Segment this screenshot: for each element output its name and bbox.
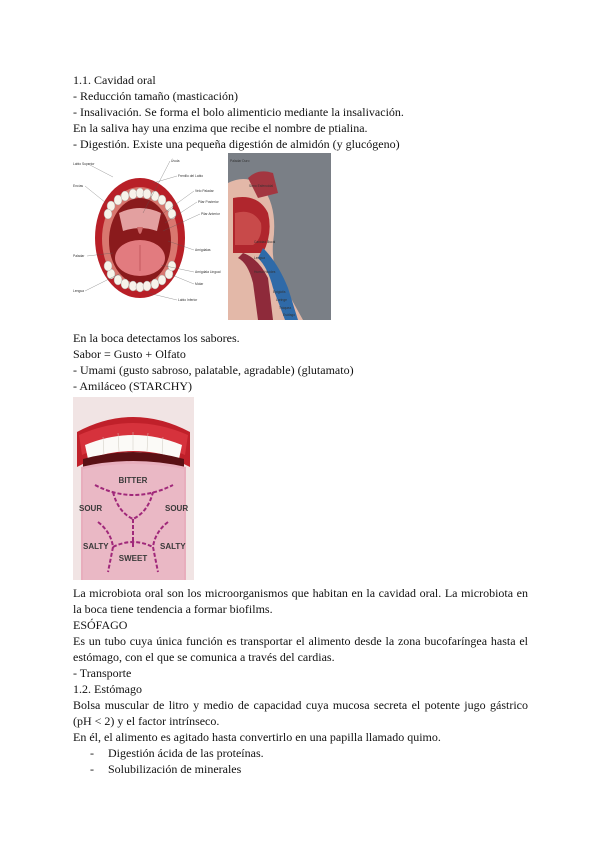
label-hueso-hioides: Hueso Hioides bbox=[254, 270, 276, 274]
label-paladar-duro: Paladar Duro bbox=[230, 159, 250, 163]
label-lengua-side: Lengua bbox=[254, 256, 266, 260]
text-microbiota: La microbiota oral son los microorganismos que habitan en la cavidad oral. La microbiota en la boca tiene tendencia a formar biofilms. bbox=[73, 586, 528, 616]
label-cavidad-bucal: Cavidad Bucal bbox=[254, 240, 276, 244]
list-item-digestion: - Digestión. Existe una pequeña digestión de almidón (y glucógeno) bbox=[73, 137, 400, 151]
label-amigdala-lingual: Amígdala Lingual bbox=[195, 270, 221, 274]
label-labio-superior: Labio Superior bbox=[73, 162, 95, 166]
list-item-transporte: - Transporte bbox=[73, 666, 132, 680]
text-sabor-formula: Sabor = Gusto + Olfato bbox=[73, 347, 186, 361]
bullet-dash: - bbox=[90, 746, 94, 760]
label-esofago: Esófago bbox=[283, 313, 296, 317]
label-encias: Encías bbox=[73, 184, 84, 188]
label-laringe: Laringe bbox=[276, 298, 287, 302]
bullet-solubilizacion: Solubilización de minerales bbox=[108, 762, 242, 776]
taste-label-bitter: BITTER bbox=[118, 476, 148, 485]
list-item-insalivacion: - Insalivación. Se forma el bolo alimenticio mediante la insalivación. bbox=[73, 105, 404, 119]
text-ptialina: En la saliva hay una enzima que recibe el nombre de ptialina. bbox=[73, 121, 368, 135]
label-frenillo: Frenillo del Labio bbox=[178, 174, 204, 178]
taste-label-sweet: SWEET bbox=[118, 554, 148, 563]
taste-label-salty-right: SALTY bbox=[160, 542, 186, 551]
taste-label-sour-left: SOUR bbox=[79, 504, 103, 513]
bullet-digestion-acida: Digestión ácida de las proteínas. bbox=[108, 746, 264, 760]
heading-cavidad-oral: 1.1. Cavidad oral bbox=[73, 73, 156, 87]
taste-label-sour-right: SOUR bbox=[165, 504, 189, 513]
list-item-reduccion: - Reducción tamaño (masticación) bbox=[73, 89, 238, 103]
text-sabores: En la boca detectamos los sabores. bbox=[73, 331, 240, 345]
text-estomago-bolsa: Bolsa muscular de litro y medio de capacidad cuya mucosa secreta el potente jugo gástrico (pH < 2) y el factor intrínseco. bbox=[73, 698, 528, 728]
heading-esofago: ESÓFAGO bbox=[73, 618, 128, 632]
label-pilar-posterior: Pilar Posterior bbox=[198, 200, 219, 204]
label-lengua: Lengua bbox=[73, 289, 85, 293]
tongue-taste-map-icon bbox=[73, 397, 194, 580]
mouth-anatomy-diagram-icon bbox=[73, 153, 331, 320]
label-amigdalas: Amígdalas bbox=[195, 248, 211, 252]
mouth-anatomy-figure bbox=[73, 153, 331, 320]
label-molar: Molar bbox=[195, 282, 204, 286]
label-traquea: Tráquea bbox=[279, 306, 292, 310]
label-pilar-anterior: Pilar Anterior bbox=[201, 212, 220, 216]
label-seno-esfenoidal: Seno Esfenoidal bbox=[249, 184, 274, 188]
label-velo-paladar: Velo Paladar bbox=[195, 189, 214, 193]
text-quimo: En él, el alimento es agitado hasta convertirlo en una papilla llamado quimo. bbox=[73, 730, 441, 744]
list-item-umami: - Umami (gusto sabroso, palatable, agradable) (glutamato) bbox=[73, 363, 354, 377]
bullet-dash: - bbox=[90, 762, 94, 776]
heading-estomago: 1.2. Estómago bbox=[73, 682, 142, 696]
label-labio-inferior: Labio Inferior bbox=[178, 298, 198, 302]
list-item-amilaceo: - Amiláceo (STARCHY) bbox=[73, 379, 193, 393]
taste-label-salty-left: SALTY bbox=[83, 542, 109, 551]
label-epiglotis: Epiglotis bbox=[273, 290, 286, 294]
text-esofago: Es un tubo cuya única función es transportar el alimento desde la zona bucofaríngea hasta el estómago, con el que se comunica a través del cardias. bbox=[73, 634, 528, 664]
label-uvula: Úvula bbox=[171, 159, 180, 163]
label-paladar: Paladar bbox=[73, 254, 85, 258]
taste-map-figure bbox=[73, 397, 194, 580]
